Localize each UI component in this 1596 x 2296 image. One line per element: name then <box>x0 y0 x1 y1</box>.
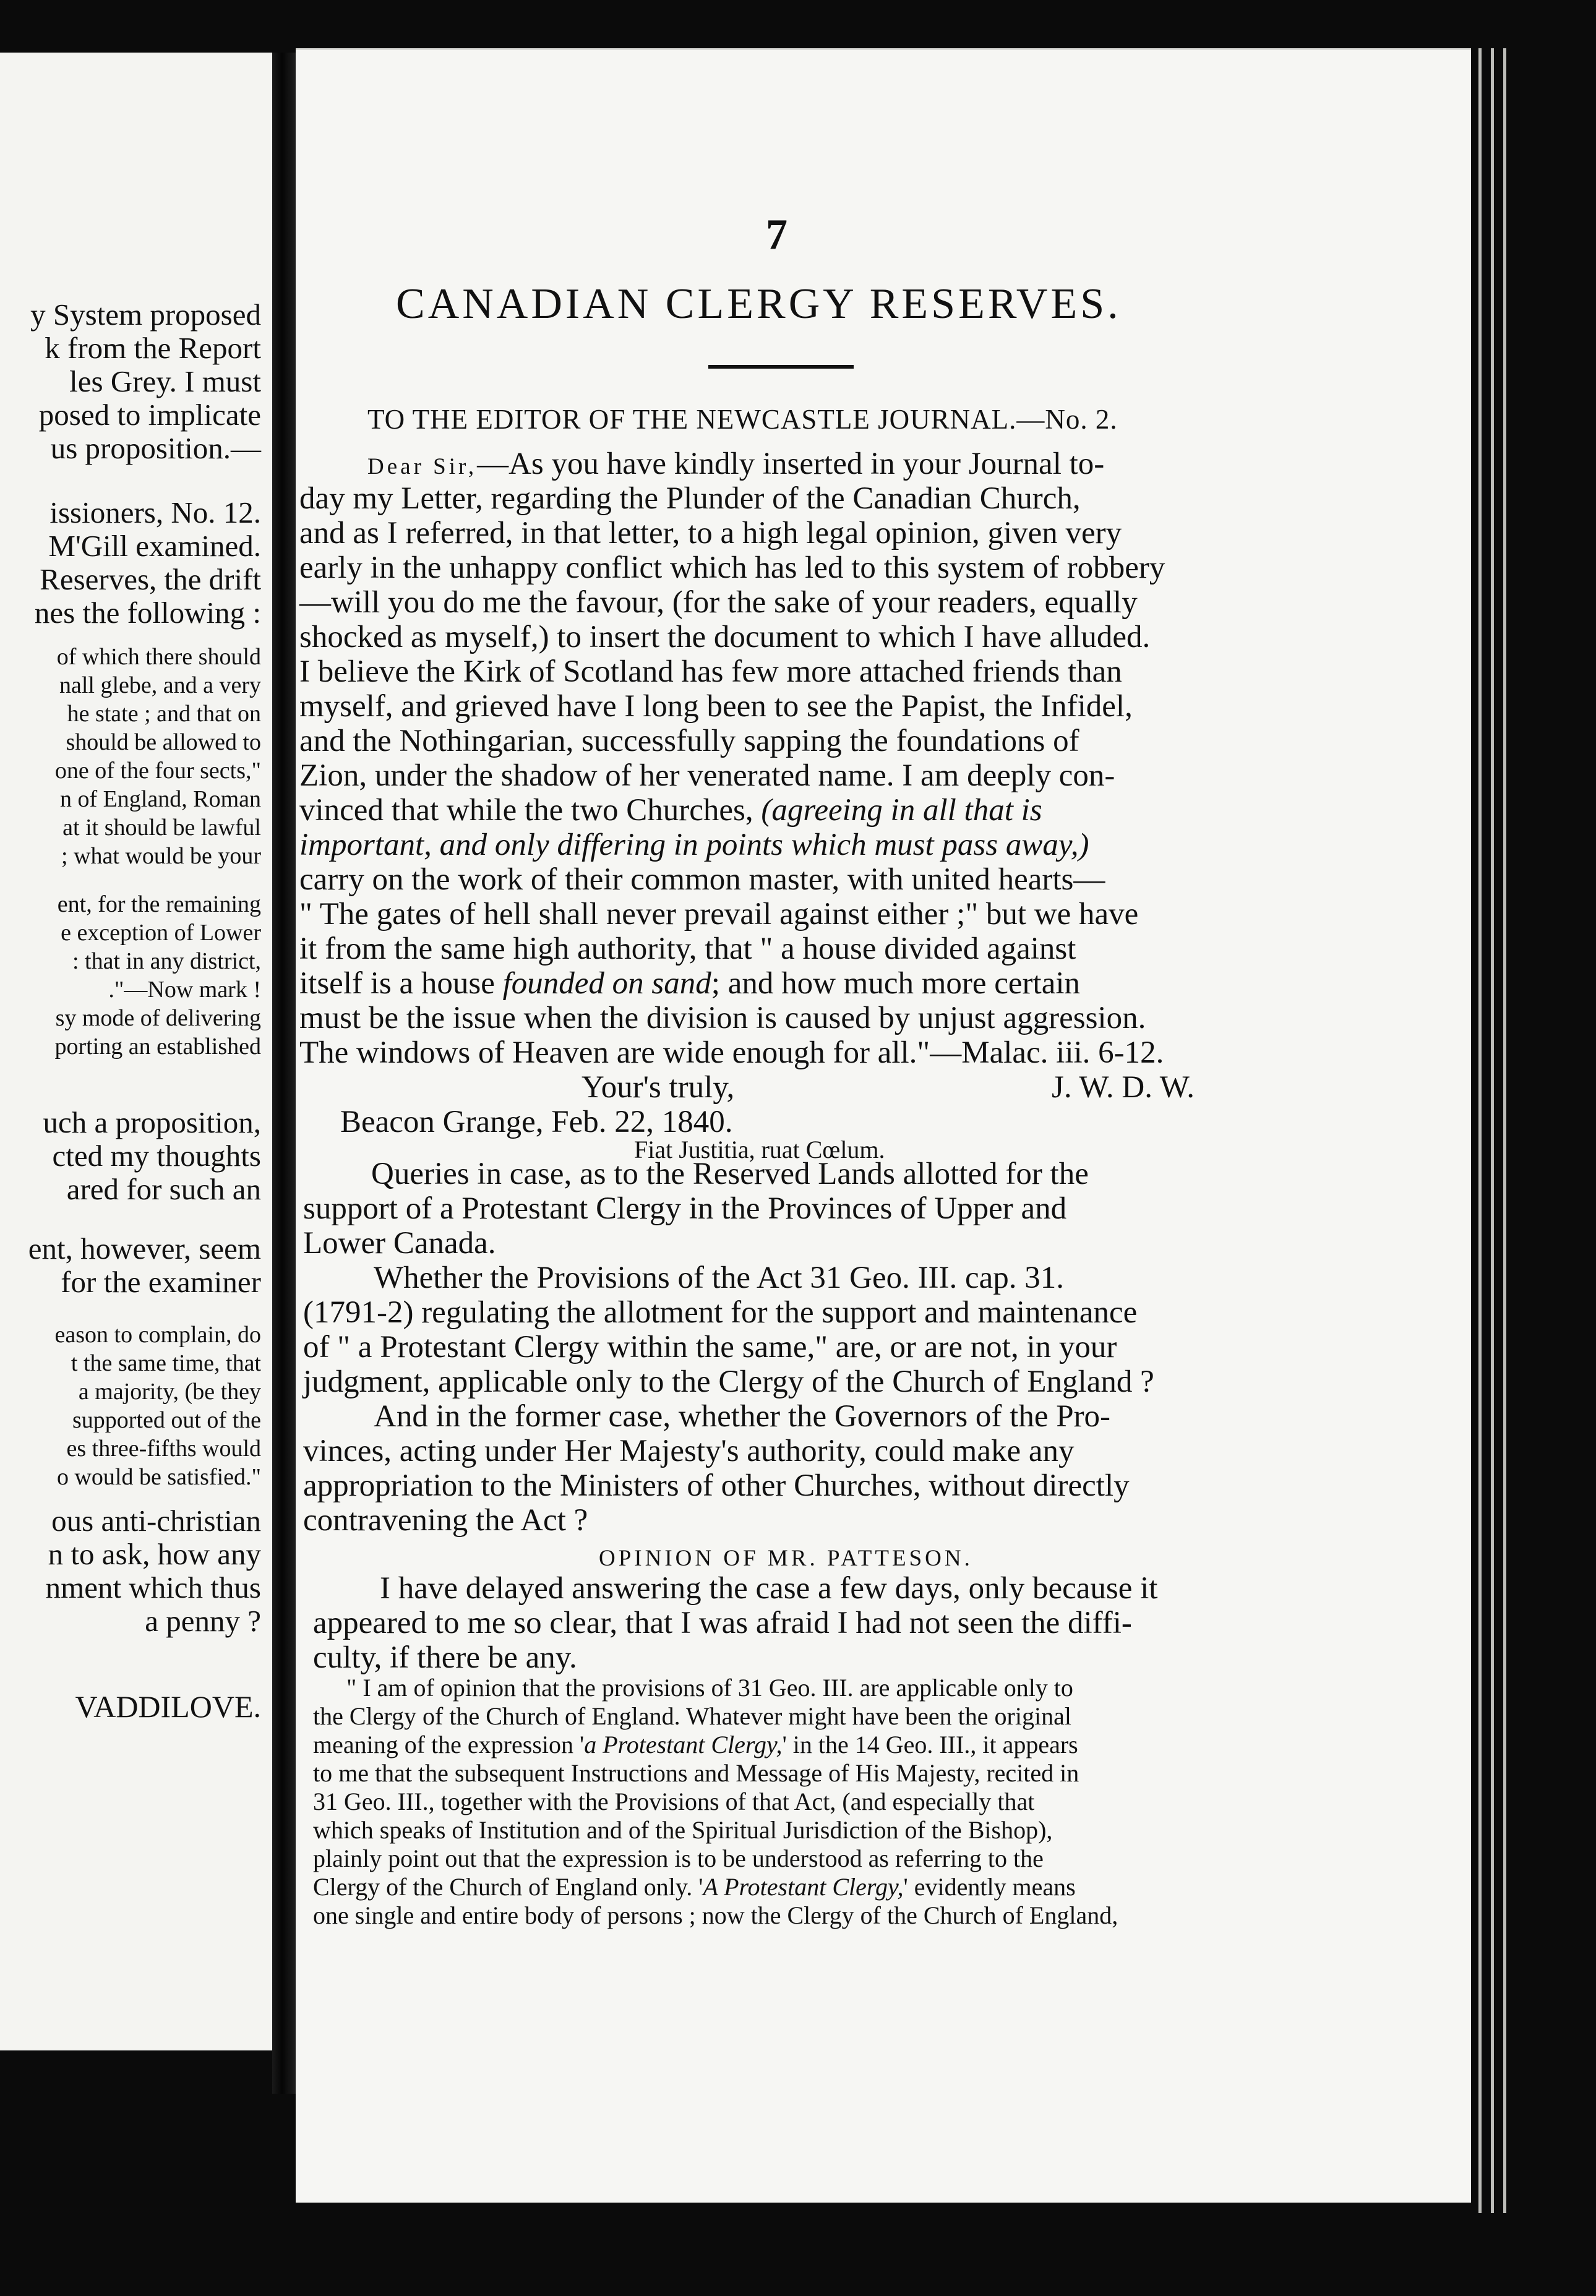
left-page-line: nes the following : <box>34 596 261 630</box>
salutation: Dear Sir, <box>367 454 478 479</box>
left-page-line: VADDILOVE. <box>75 1689 261 1724</box>
letter-line: Dear Sir,—As you have kindly inserted in your Journal to- <box>367 447 1105 481</box>
letter-line: itself is a house founded on sand; and how much more certain <box>299 966 1080 1001</box>
left-page-line: posed to implicate <box>38 398 261 432</box>
italic-phrase: (agreeing in all that is <box>761 793 1042 828</box>
query-line: of " a Protestant Clergy within the same," are, or are not, in your <box>303 1330 1117 1364</box>
place-date: Beacon Grange, Feb. 22, 1840. <box>340 1105 733 1139</box>
left-page-line: he state ; and that on <box>67 701 261 727</box>
left-page-line: nment which thus <box>45 1570 261 1604</box>
letter-line: Zion, under the shadow of her venerated name. I am deeply con- <box>299 758 1115 793</box>
page-gutter <box>272 53 297 2094</box>
query-line: judgment, applicable only to the Clergy of the Church of England ? <box>303 1364 1154 1399</box>
query-line: Queries in case, as to the Reserved Lands allotted for the <box>371 1157 1089 1191</box>
left-page-line: of which there should <box>56 644 261 670</box>
letter-line: vinced that while the two Churches, (agreeing in all that is <box>299 793 1042 828</box>
query-line: (1791-2) regulating the allotment for the support and maintenance <box>303 1295 1138 1330</box>
left-page-line: ared for such an <box>66 1172 261 1206</box>
quote-line: one single and entire body of persons ; now the Clergy of the Church of England, <box>313 1901 1118 1929</box>
left-page-line: es three-fifths would <box>66 1436 261 1462</box>
italic-phrase: a Protestant Clergy, <box>584 1731 783 1758</box>
left-page-line: for the examiner <box>61 1265 261 1299</box>
left-page-line: Reserves, the drift <box>40 562 261 596</box>
italic-phrase: important, and only differing in points which must pass away,) <box>299 828 1089 862</box>
left-page-line: supported out of the <box>72 1407 261 1433</box>
left-page-line: t the same time, that <box>71 1350 261 1376</box>
query-line: vinces, acting under Her Majesty's authority, could make any <box>303 1434 1075 1468</box>
left-page-line: eason to complain, do <box>54 1322 261 1348</box>
letter-line: early in the unhappy conflict which has led to this system of robbery <box>299 550 1165 585</box>
letter-line: —will you do me the favour, (for the sake of your readers, equally <box>299 585 1138 620</box>
letter-line: and the Nothingarian, successfully sapping the foundations of <box>299 724 1079 758</box>
query-line: appropriation to the Ministers of other Churches, without directly <box>303 1468 1130 1503</box>
quote-line: which speaks of Institution and of the Spiritual Jurisdiction of the Bishop), <box>313 1816 1053 1844</box>
quote-line: Clergy of the Church of England only. 'A Protestant Clergy,' evidently means <box>313 1873 1076 1901</box>
left-page-line: e exception of Lower <box>61 920 261 946</box>
letter-line: " The gates of hell shall never prevail against either ;" but we have <box>299 897 1139 932</box>
left-page-line: ent, however, seem <box>28 1232 261 1266</box>
letter-line: shocked as myself,) to insert the document to which I have alluded. <box>299 620 1151 654</box>
letter-line: carry on the work of their common master, with united hearts— <box>299 862 1105 897</box>
page-title: CANADIAN CLERGY RESERVES. <box>396 280 1122 328</box>
query-line: Whether the Provisions of the Act 31 Geo. III. cap. 31. <box>374 1261 1065 1295</box>
opinion-line: appeared to me so clear, that I was afraid I had not seen the diffi- <box>313 1606 1132 1640</box>
opinion-heading: OPINION OF MR. PATTESON. <box>599 1546 973 1571</box>
italic-phrase: founded on sand <box>502 966 711 1001</box>
query-line: And in the former case, whether the Governors of the Pro- <box>374 1399 1111 1434</box>
letter-line <box>299 828 1089 862</box>
quote-line: " I am of opinion that the provisions of 31 Geo. III. are applicable only to <box>346 1674 1073 1702</box>
left-page-line: k from the Report <box>45 331 261 365</box>
signature: J. W. D. W. <box>1052 1070 1195 1105</box>
left-page-line: porting an established <box>54 1034 261 1060</box>
left-page-line: at it should be lawful <box>62 815 261 841</box>
editor-heading: TO THE EDITOR OF THE NEWCASTLE JOURNAL.—No. 2. <box>367 404 1118 435</box>
letter-line: must be the issue when the division is caused by unjust aggression. <box>299 1001 1146 1035</box>
left-page-line: a penny ? <box>145 1604 261 1638</box>
left-page-line: ."—Now mark ! <box>108 977 261 1003</box>
left-page-line: n to ask, how any <box>48 1537 261 1571</box>
left-page-line: ent, for the remaining <box>57 891 261 917</box>
left-page-line: issioners, No. 12. <box>49 495 261 529</box>
opinion-line: I have delayed answering the case a few days, only because it <box>380 1571 1158 1606</box>
left-page-line: : that in any district, <box>72 948 261 974</box>
title-rule <box>708 365 854 369</box>
left-page-line: uch a proposition, <box>43 1105 261 1139</box>
query-line: support of a Protestant Clergy in the Provinces of Upper and <box>303 1191 1067 1226</box>
query-line: contravening the Act ? <box>303 1503 588 1538</box>
query-line: Lower Canada. <box>303 1226 496 1261</box>
letter-line: it from the same high authority, that " a house divided against <box>299 932 1076 966</box>
left-page-line: y System proposed <box>30 298 261 332</box>
left-page-line: n of England, Roman <box>59 786 261 812</box>
left-page-line: cted my thoughts <box>52 1139 261 1173</box>
left-page-fragment <box>0 53 272 2050</box>
left-page-line: o would be satisfied." <box>56 1464 261 1490</box>
page-edge <box>1471 48 1544 2213</box>
left-page-line: should be allowed to <box>66 729 261 755</box>
left-page-line: a majority, (be they <box>78 1379 261 1405</box>
left-page-line: ous anti-christian <box>51 1504 261 1538</box>
letter-line: day my Letter, regarding the Plunder of the Canadian Church, <box>299 481 1081 516</box>
motto: Fiat Justitia, ruat Cœlum. <box>634 1136 885 1163</box>
letter-line: The windows of Heaven are wide enough for all."—Malac. iii. 6-12. <box>299 1035 1164 1070</box>
left-page-line: us proposition.— <box>50 431 261 465</box>
letter-line: I believe the Kirk of Scotland has few more attached friends than <box>299 654 1122 689</box>
left-page-line: one of the four sects," <box>54 758 261 784</box>
left-page-line: sy mode of delivering <box>55 1005 261 1031</box>
italic-phrase: A Protestant Clergy, <box>703 1873 904 1901</box>
page-number: 7 <box>766 211 787 259</box>
letter-line: myself, and grieved have I long been to see the Papist, the Infidel, <box>299 689 1133 724</box>
quote-line: to me that the subsequent Instructions and Message of His Majesty, recited in <box>313 1759 1079 1787</box>
quote-line: 31 Geo. III., together with the Provisions of that Act, (and especially that <box>313 1788 1035 1815</box>
letter-line: and as I referred, in that letter, to a high legal opinion, given very <box>299 516 1122 550</box>
left-page-line: les Grey. I must <box>69 364 261 398</box>
left-page-line: M'Gill examined. <box>48 529 261 563</box>
quote-line: plainly point out that the expression is to be understood as referring to the <box>313 1844 1044 1872</box>
left-page-line: ; what would be your <box>61 843 261 869</box>
closing: Your's truly, <box>581 1070 735 1105</box>
left-page-line: nall glebe, and a very <box>59 672 261 698</box>
quote-line: meaning of the expression 'a Protestant Clergy,' in the 14 Geo. III., it appears <box>313 1731 1078 1758</box>
quote-line: the Clergy of the Church of England. Whatever might have been the original <box>313 1702 1071 1730</box>
opinion-line: culty, if there be any. <box>313 1640 577 1675</box>
